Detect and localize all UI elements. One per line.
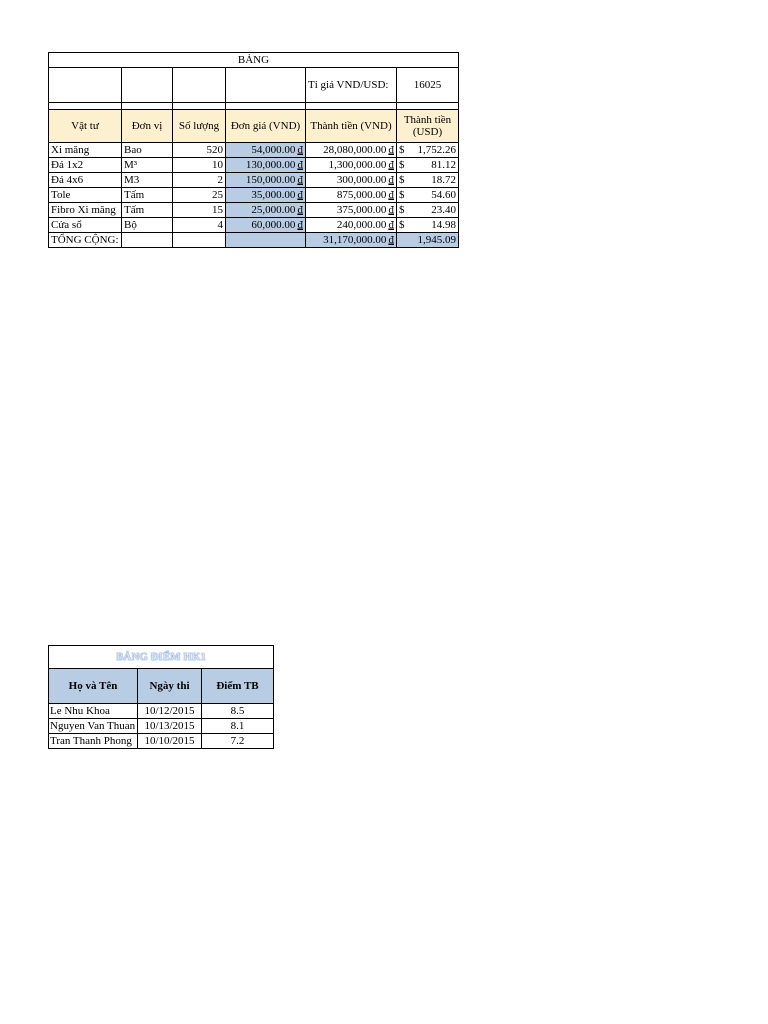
table-title[interactable]: BẢNG [49,53,459,68]
total-vnd-cell[interactable] [306,188,397,203]
total-usd-cell[interactable] [397,188,459,203]
unit-cell[interactable]: Tấm [122,203,173,218]
item-cell[interactable]: Fibro Xi măng [49,203,122,218]
vnd-symbol: ₫ [297,159,303,171]
price-value: 150,000.00 [245,174,296,186]
date-cell[interactable]: 10/13/2015 [138,719,202,734]
price-cell[interactable] [226,143,306,158]
grand-total-vnd-value: 31,170,000.00 [323,234,387,246]
name-cell[interactable]: Tran Thanh Phong [49,734,138,749]
header-cell[interactable]: Đơn giá (VND) [226,110,306,143]
cell[interactable] [226,233,306,248]
total-vnd-cell[interactable] [306,158,397,173]
item-cell[interactable]: Tole [49,188,122,203]
qty-cell[interactable]: 4 [173,218,226,233]
usd-symbol: $ [399,219,405,231]
cell[interactable] [306,103,397,110]
unit-cell[interactable]: M3 [122,173,173,188]
cell[interactable] [173,233,226,248]
cell[interactable] [226,103,306,110]
table-row [49,173,459,188]
name-cell[interactable]: Le Nhu Khoa [49,704,138,719]
total-usd-value: 1,752.26 [417,144,456,156]
vnd-symbol: ₫ [297,204,303,216]
score-cell[interactable]: 7.2 [202,734,274,749]
vnd-symbol: ₫ [388,234,394,246]
unit-cell[interactable]: M³ [122,158,173,173]
vnd-symbol: ₫ [297,144,303,156]
qty-cell[interactable]: 520 [173,143,226,158]
cell[interactable] [49,68,122,103]
vnd-symbol: ₫ [388,219,394,231]
total-vnd-value: 28,080,000.00 [323,144,387,156]
unit-cell[interactable]: Bao [122,143,173,158]
table-row [49,158,459,173]
total-usd-cell[interactable] [397,143,459,158]
exchange-rate-label[interactable]: Tỉ giá VND/USD: [306,68,397,103]
vnd-symbol: ₫ [388,174,394,186]
exchange-rate-row [49,68,459,103]
score-cell[interactable]: 8.5 [202,704,274,719]
total-usd-cell[interactable] [397,203,459,218]
vnd-symbol: ₫ [297,189,303,201]
qty-cell[interactable]: 15 [173,203,226,218]
cell[interactable] [122,233,173,248]
total-row [49,233,459,248]
grand-total-usd[interactable]: 1,945.09 [397,233,459,248]
price-cell[interactable] [226,218,306,233]
price-value: 130,000.00 [245,159,296,171]
table-row [49,704,274,719]
total-vnd-value: 875,000.00 [336,189,387,201]
cell[interactable] [122,68,173,103]
header-cell[interactable]: Đơn vị [122,110,173,143]
table-row [49,203,459,218]
total-vnd-cell[interactable] [306,203,397,218]
item-cell[interactable]: Đá 1x2 [49,158,122,173]
total-usd-value: 18.72 [431,174,456,186]
name-cell[interactable]: Nguyen Van Thuan [49,719,138,734]
table-row [49,734,274,749]
grades-header-row [49,669,274,704]
header-row [49,110,459,143]
header-cell[interactable]: Họ và Tên [49,669,138,704]
usd-symbol: $ [399,174,405,186]
total-vnd-cell[interactable] [306,143,397,158]
table-row [49,218,459,233]
date-cell[interactable]: 10/10/2015 [138,734,202,749]
total-usd-value: 23.40 [431,204,456,216]
total-usd-cell[interactable] [397,218,459,233]
cell[interactable] [226,68,306,103]
total-usd-value: 81.12 [431,159,456,171]
price-cell[interactable] [226,173,306,188]
header-cell[interactable]: Thành tiền (VND) [306,110,397,143]
grades-table [48,645,274,749]
item-cell[interactable]: Đá 4x6 [49,173,122,188]
price-value: 54,000.00 [251,144,296,156]
price-cell[interactable] [226,188,306,203]
header-cell[interactable]: Điểm TB [202,669,274,704]
score-cell[interactable]: 8.1 [202,719,274,734]
total-vnd-value: 1,300,000.00 [328,159,387,171]
qty-cell[interactable]: 25 [173,188,226,203]
date-cell[interactable]: 10/12/2015 [138,704,202,719]
grand-total-vnd[interactable] [306,233,397,248]
title-row [49,53,459,68]
total-vnd-value: 375,000.00 [336,204,387,216]
price-cell[interactable] [226,158,306,173]
usd-symbol: $ [399,159,405,171]
usd-symbol: $ [399,144,405,156]
qty-cell[interactable]: 2 [173,173,226,188]
cell[interactable] [122,103,173,110]
usd-symbol: $ [399,204,405,216]
price-value: 60,000.00 [251,219,296,231]
table-row [49,143,459,158]
price-cell[interactable] [226,203,306,218]
grades-title-row [49,646,274,669]
total-usd-cell[interactable] [397,158,459,173]
total-label[interactable]: TỔNG CỘNG: [49,233,122,248]
header-cell[interactable]: Ngày thi [138,669,202,704]
item-cell[interactable]: Cửa sổ [49,218,122,233]
usd-symbol: $ [399,189,405,201]
table-row [49,188,459,203]
total-vnd-value: 240,000.00 [336,219,387,231]
price-value: 25,000.00 [251,204,296,216]
header-cell[interactable]: Số lượng [173,110,226,143]
total-vnd-cell[interactable] [306,173,397,188]
vnd-symbol: ₫ [388,204,394,216]
cell[interactable] [49,103,122,110]
table-row [49,719,274,734]
total-vnd-cell[interactable] [306,218,397,233]
item-cell[interactable]: Xi măng [49,143,122,158]
header-cell[interactable]: Vật tư [49,110,122,143]
exchange-rate-value[interactable]: 16025 [397,68,459,103]
vnd-symbol: ₫ [297,174,303,186]
vnd-symbol: ₫ [388,159,394,171]
materials-table [48,52,459,248]
cell[interactable] [397,103,459,110]
vnd-symbol: ₫ [388,144,394,156]
price-value: 35,000.00 [251,189,296,201]
cell[interactable] [173,68,226,103]
cell[interactable] [173,103,226,110]
unit-cell[interactable]: Tấm [122,188,173,203]
total-usd-value: 14.98 [431,219,456,231]
total-usd-cell[interactable] [397,173,459,188]
vnd-symbol: ₫ [297,219,303,231]
vnd-symbol: ₫ [388,189,394,201]
qty-cell[interactable]: 10 [173,158,226,173]
total-usd-value: 54.60 [431,189,456,201]
grades-title[interactable]: BẢNG ĐIỂM HK1 [49,646,274,669]
unit-cell[interactable]: Bộ [122,218,173,233]
total-vnd-value: 300,000.00 [336,174,387,186]
blank-row [49,103,459,110]
header-cell[interactable]: Thành tiền (USD) [397,110,459,143]
